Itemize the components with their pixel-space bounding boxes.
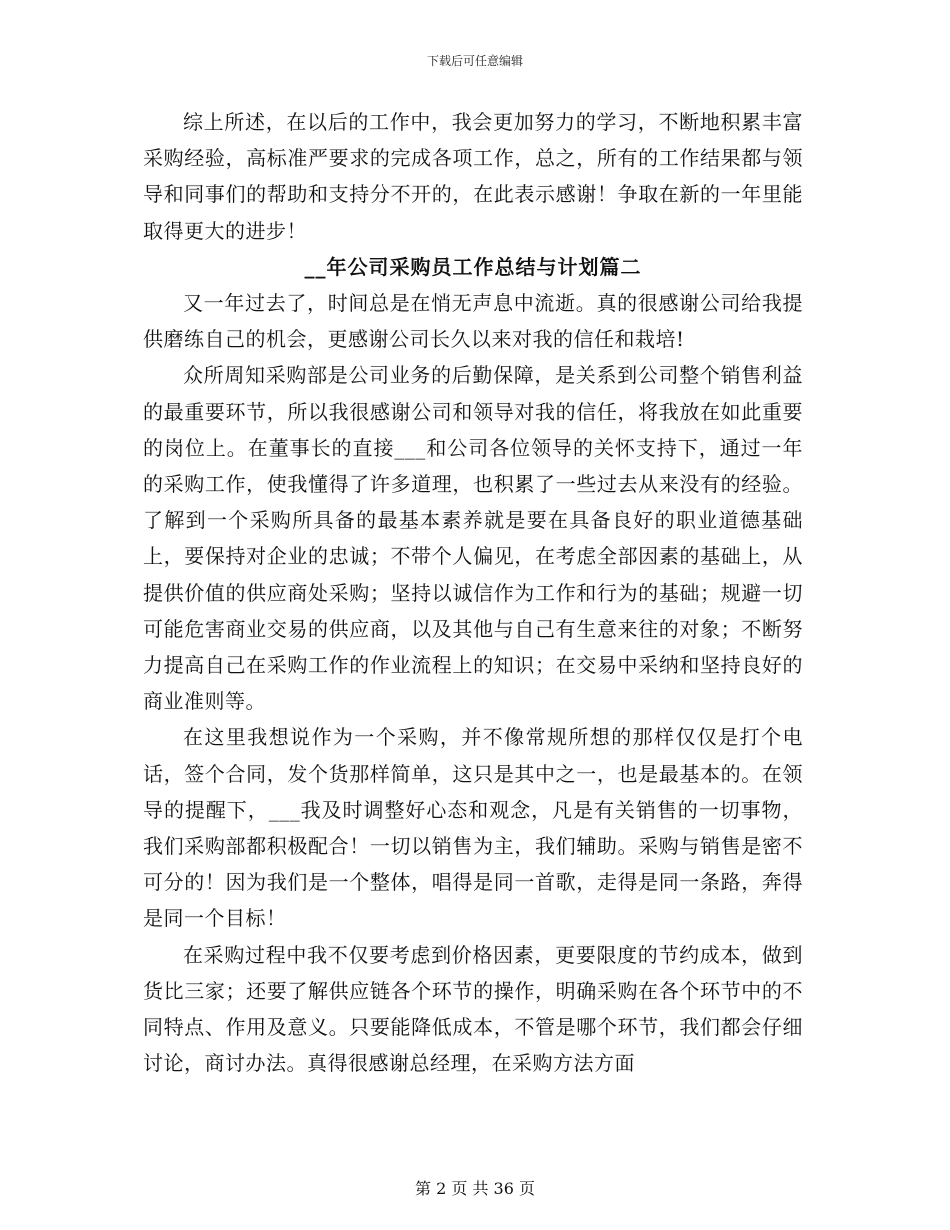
page-number-footer: 第 2 页 共 36 页 <box>415 1179 535 1198</box>
document-body <box>143 104 803 1081</box>
body-paragraph-1: 又一年过去了，时间总是在悄无声息中流逝。真的很感谢公司给我提供磨练自己的机会，更感谢公司长久以来对我的信任和栽培! <box>143 291 803 352</box>
intro-paragraph: 综上所述，在以后的工作中，我会更加努力的学习，不断地积累丰富采购经验，高标准严要求的完成各项工作，总之，所有的工作结果都与领导和同事们的帮助和支持分不开的，在此表示感谢！争取在新的一年里能取得更大的进步！ <box>143 110 803 243</box>
body-paragraph-3: 在这里我想说作为一个采购，并不像常规所想的那样仅仅是打个电话，签个合同，发个货那样简单，这只是其中之一，也是最基本的。在领导的提醒下，___我及时调整好心态和观念，凡是有关销售的一切事物，我们采购部都积极配合！一切以销售为主，我们辅助。采购与销售是密不可分的！因为我们是一个整体，唱得是同一首歌，走得是同一条路，奔得是同一个目标！ <box>143 725 803 931</box>
body-paragraph-2: 众所周知采购部是公司业务的后勤保障，是关系到公司整个销售利益的最重要环节，所以我很感谢公司和领导对我的信任，将我放在如此重要的岗位上。在董事长的直接___和公司各位领导的关怀支持下，通过一年的采购工作，使我懂得了许多道理，也积累了一些过去从来没有的经验。了解到一个采购所具备的最基本素养就是要在具备良好的职业道德基础上，要保持对企业的忠诚；不带个人偏见，在考虑全部因素的基础上，从提供价值的供应商处采购；坚持以诚信作为工作和行为的基础；规避一切可能危害商业交易的供应商，以及其他与自己有生意来往的对象；不断努力提高自己在采购工作的作业流程上的知识；在交易中采纳和坚持良好的商业准则等。 <box>143 363 803 714</box>
section-title: __年公司采购员工作总结与计划篇二 <box>304 254 642 279</box>
page-header-note: 下载后可任意编辑 <box>426 54 523 68</box>
body-paragraph-4: 在采购过程中我不仅要考虑到价格因素，更要限度的节约成本，做到货比三家；还要了解供应链各个环节的操作，明确采购在各个环节中的不同特点、作用及意义。只要能降低成本，不管是哪个环节，我们都会仔细讨论，商讨办法。真得很感谢总经理，在采购方法方面 <box>143 942 803 1076</box>
